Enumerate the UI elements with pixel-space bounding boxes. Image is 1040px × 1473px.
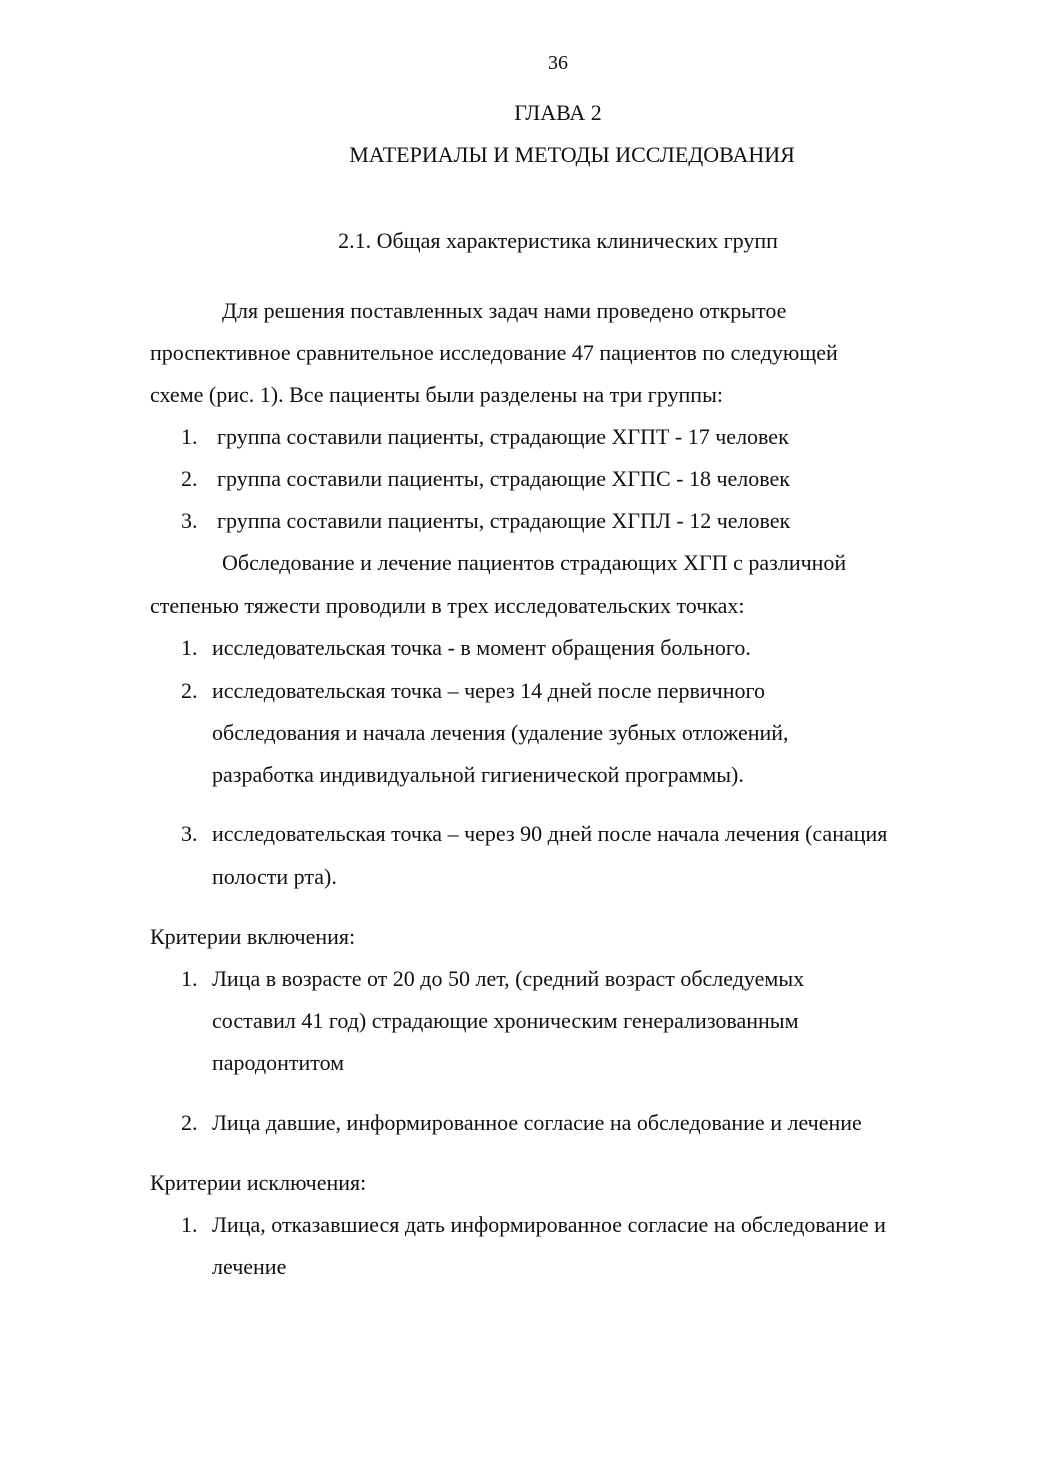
point-number: 3. bbox=[181, 821, 198, 846]
criteria-number: 1. bbox=[181, 1212, 198, 1237]
point-number: 1. bbox=[181, 635, 198, 660]
examination-line-1: Обследование и лечение пациентов страдающих ХГП с различной bbox=[222, 550, 847, 575]
list-number: 2. bbox=[181, 466, 198, 491]
point-text: исследовательская точка – через 90 дней после начала лечения (санация bbox=[212, 821, 888, 846]
point-text: исследовательская точка - в момент обращения больного. bbox=[212, 635, 751, 660]
list-text: группа составили пациенты, страдающие ХГПТ - 17 человек bbox=[217, 424, 789, 449]
page-number: 36 bbox=[548, 52, 568, 74]
intro-line-3: схеме (рис. 1). Все пациенты были разделены на три группы: bbox=[150, 382, 723, 407]
group-item bbox=[181, 468, 790, 490]
criteria-text: Лица в возрасте от 20 до 50 лет, (средний возраст обследуемых bbox=[212, 966, 805, 991]
group-item bbox=[181, 510, 790, 532]
criteria-number: 1. bbox=[181, 966, 198, 991]
chapter-label: ГЛАВА 2 bbox=[514, 100, 602, 125]
examination-line-2: степенью тяжести проводили в трех исследовательских точках: bbox=[150, 593, 745, 618]
point-text: исследовательская точка – через 14 дней после первичного bbox=[212, 678, 765, 703]
section-title: 2.1. Общая характеристика клинических групп bbox=[338, 228, 778, 253]
list-number: 1. bbox=[181, 424, 198, 449]
point-number: 2. bbox=[181, 678, 198, 703]
point-text: полости рта). bbox=[212, 864, 337, 889]
criteria-number: 2. bbox=[181, 1110, 198, 1135]
inclusion-heading: Критерии включения: bbox=[150, 924, 356, 949]
point-text: разработка индивидуальной гигиенической программы). bbox=[212, 762, 744, 787]
intro-line-1: Для решения поставленных задач нами проведено открытое bbox=[222, 298, 787, 323]
criteria-text: лечение bbox=[212, 1254, 287, 1279]
criteria-text: Лица давшие, информированное согласие на обследование и лечение bbox=[212, 1110, 862, 1135]
point-text: обследования и начала лечения (удаление зубных отложений, bbox=[212, 720, 789, 745]
list-text: группа составили пациенты, страдающие ХГПС - 18 человек bbox=[217, 466, 790, 491]
list-text: группа составили пациенты, страдающие ХГПЛ - 12 человек bbox=[217, 508, 791, 533]
criteria-text: составил 41 год) страдающие хроническим генерализованным bbox=[212, 1008, 799, 1033]
list-number: 3. bbox=[181, 508, 198, 533]
criteria-text: пародонтитом bbox=[212, 1050, 345, 1075]
intro-line-2: проспективное сравнительное исследование 47 пациентов по следующей bbox=[150, 340, 838, 365]
group-item bbox=[181, 426, 789, 448]
chapter-title: МАТЕРИАЛЫ И МЕТОДЫ ИССЛЕДОВАНИЯ bbox=[349, 142, 795, 167]
criteria-text: Лица, отказавшиеся дать информированное согласие на обследование и bbox=[212, 1212, 886, 1237]
exclusion-heading: Критерии исключения: bbox=[150, 1170, 367, 1195]
